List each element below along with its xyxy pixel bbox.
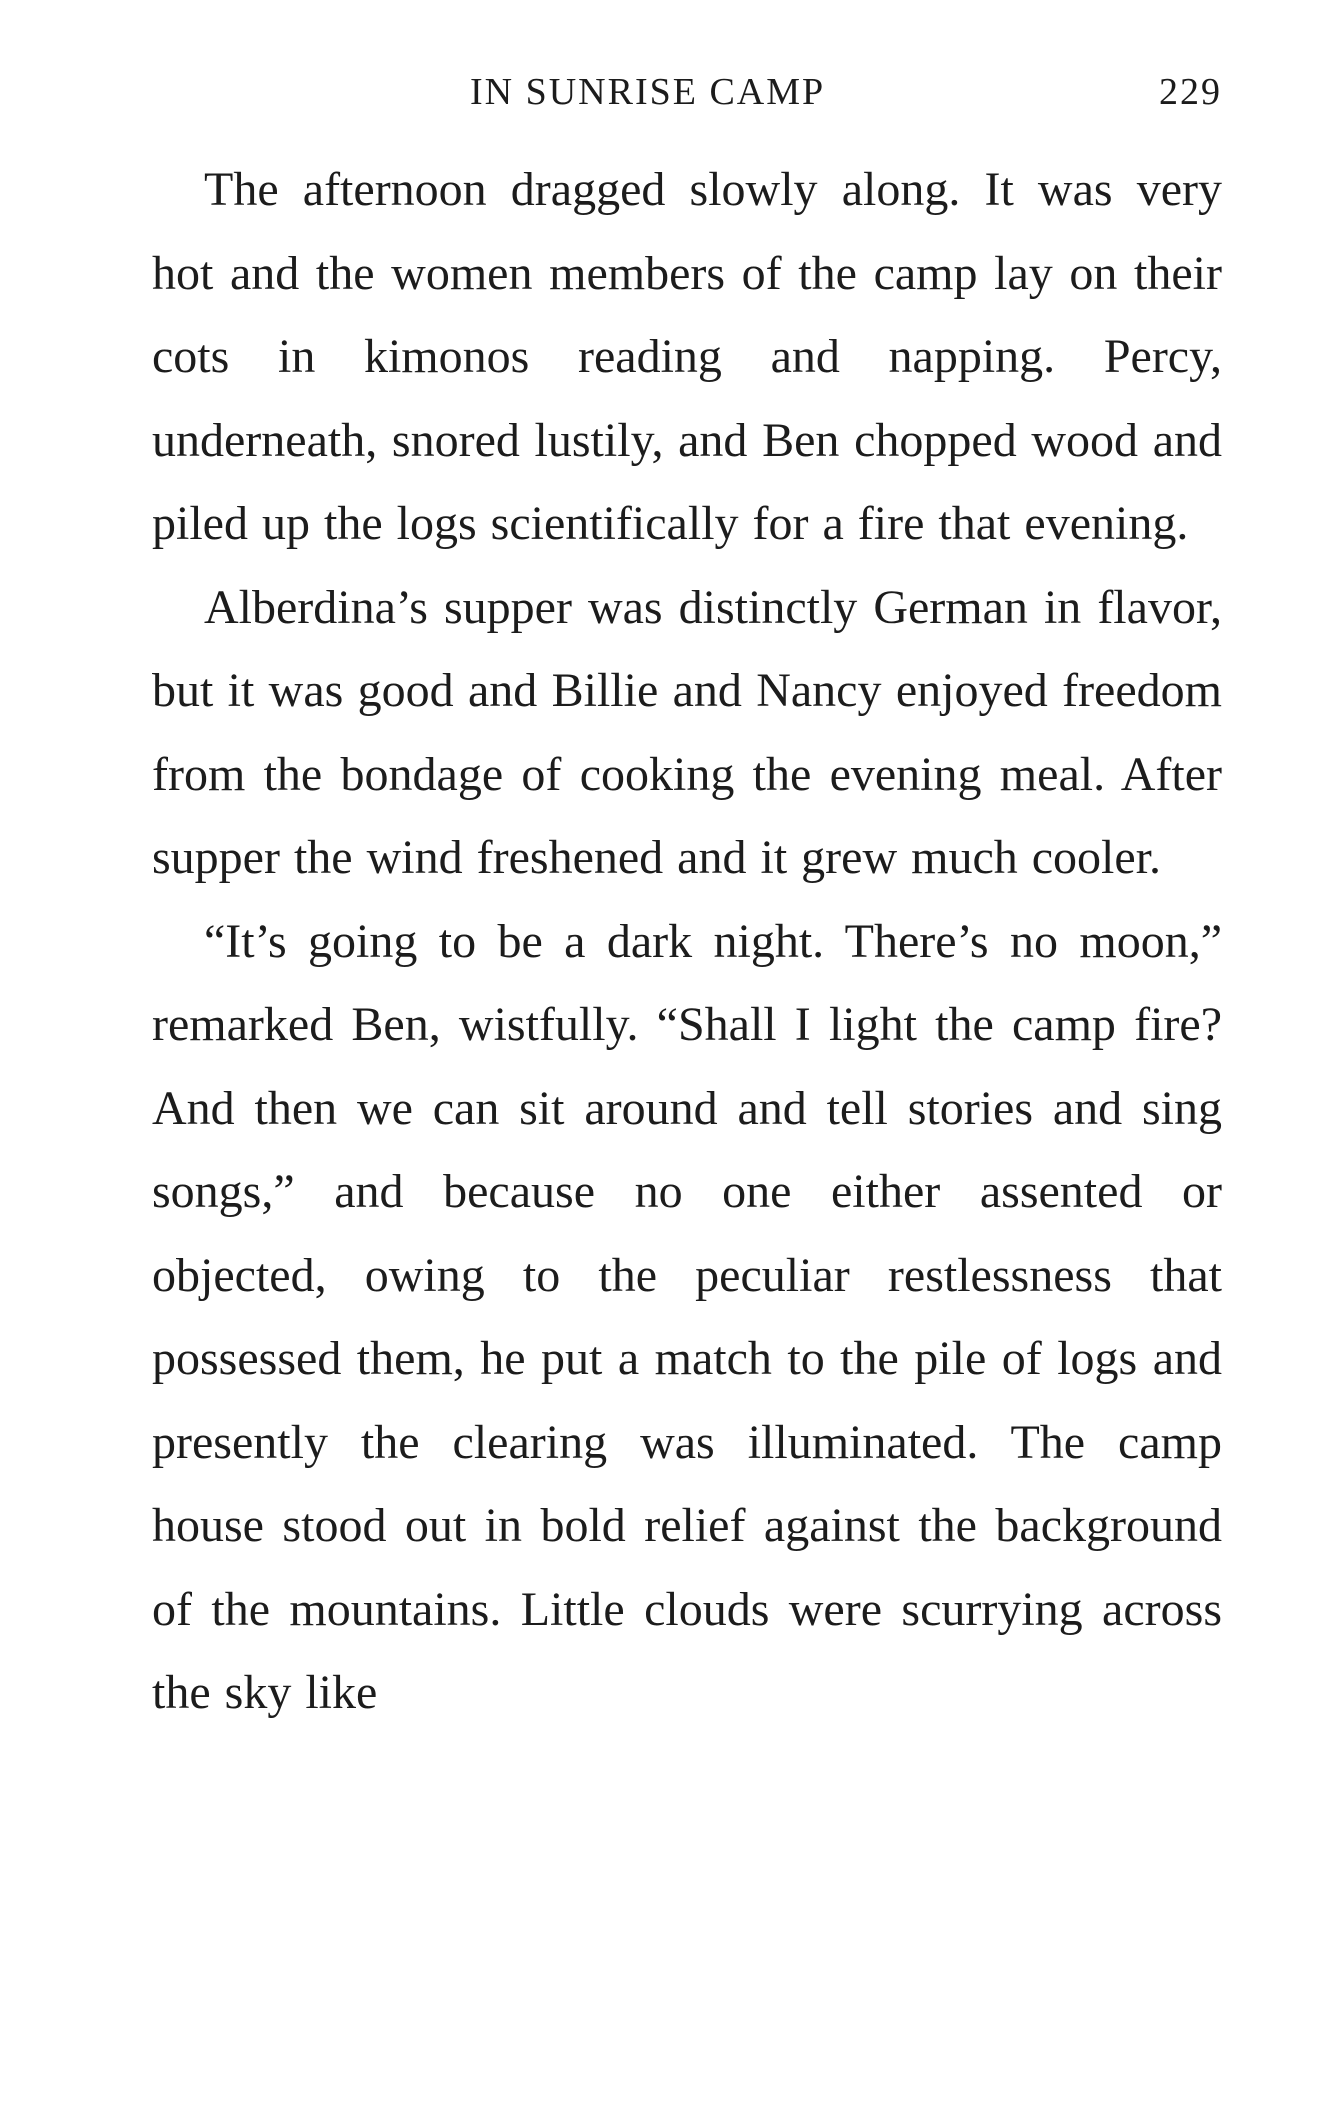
paragraph: Alberdina’s supper was distinctly German in flavor, but it was good and Billie and Nancy enjoyed freedom from the bondage of cooking the evening meal. After supper the wind freshened and it grew much cooler. [152, 580, 1222, 884]
paragraph: “It’s going to be a dark night. There’s no moon,” remarked Ben, wistfully. “Shall I light the camp fire? And then we can sit around and tell stories and sing songs,” and because no one either assented or objected, owing to the peculiar restlessness that possessed them, he put a match to the pile of logs and presently the clearing was illuminated. The camp house stood out in bold relief against the background of the mountains. Little clouds were scurrying across the sky like [152, 914, 1222, 1719]
running-title: IN SUNRISE CAMP [470, 71, 826, 113]
page-number: 229 [1159, 71, 1222, 113]
body-text [152, 148, 1222, 1735]
running-head [152, 70, 1222, 120]
paragraph: The afternoon dragged slowly along. It was very hot and the women members of the camp lay on their cots in kimonos reading and napping. Percy, underneath, snored lustily, and Ben chopped wood and piled up the logs scientifically for a fire that evening. [152, 163, 1222, 550]
